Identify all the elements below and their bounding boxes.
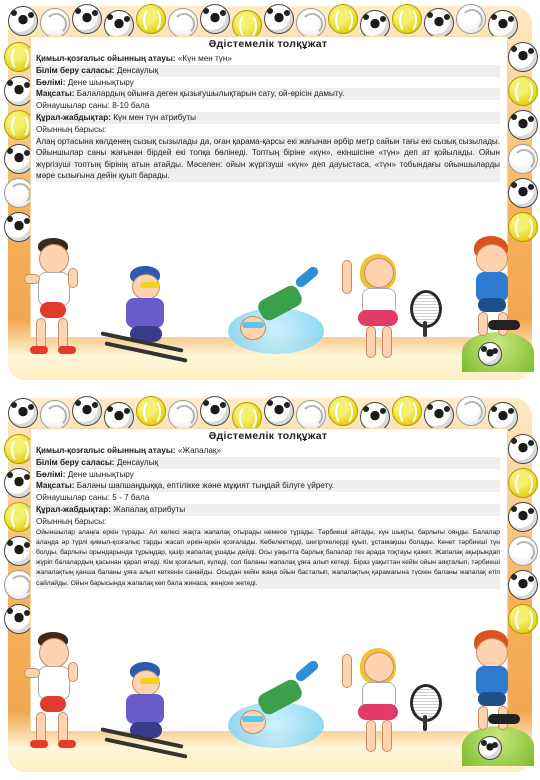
game-name-value: «Күн мен түн» [177, 54, 232, 63]
education-area-line [36, 457, 500, 469]
volleyball-icon [296, 400, 326, 430]
kid-running-figure [22, 632, 82, 762]
section-line [36, 469, 500, 481]
volleyball-icon [508, 536, 538, 566]
methodical-card-2 [0, 392, 540, 780]
methodical-card-1 [0, 0, 540, 388]
goal-line [36, 88, 500, 100]
goal-value: Балалардың ойынға деген қызығушылықтарын сату, ой-өрісін дамыту. [76, 89, 345, 99]
tennis-ball-icon [508, 468, 538, 498]
card-content [36, 38, 500, 182]
soccer-ball-icon [478, 736, 502, 760]
soccer-ball-icon [508, 570, 538, 600]
education-area-value: Денсаулық [116, 457, 159, 467]
goal-value: Баланы шапшаңдыққа, ептілікке және мұқият тыңдай білуге үйрету. [76, 481, 335, 491]
tennis-ball-icon [508, 76, 538, 106]
tennis-girl-figure [340, 640, 440, 760]
soccer-ball-icon [200, 396, 230, 426]
soccer-ball-icon [200, 4, 230, 34]
players-line [36, 100, 500, 112]
soccer-ball-icon [264, 396, 294, 426]
skier-kid-figure [100, 266, 192, 364]
soccer-ball-icon [508, 42, 538, 72]
players-label: Ойнаушылар саны: [36, 101, 110, 111]
volleyball-icon [168, 400, 198, 430]
equipment-line [36, 112, 500, 124]
card-title: Әдістемелік толқұжат [208, 430, 328, 442]
tennis-ball-icon [136, 396, 166, 426]
goal-label: Мақсаты: [36, 89, 75, 99]
players-line [36, 492, 500, 504]
players-value: 8-10 бала [112, 101, 150, 111]
section-value: Дене шынықтыру [67, 77, 134, 87]
section-line [36, 77, 500, 89]
soccer-ball-icon [8, 6, 38, 36]
soccer-ball-icon [264, 4, 294, 34]
equipment-label: Құрал-жабдықтар: [36, 112, 111, 122]
equipment-value: Күн мен түн атрибуты [113, 112, 196, 122]
skier-kid-figure [100, 662, 192, 760]
game-name-line [36, 445, 500, 457]
swimming-kid-figure [218, 646, 328, 756]
soccer-kid-figure [458, 630, 534, 770]
goal-label: Мақсаты: [36, 481, 75, 491]
goal-line [36, 480, 500, 492]
tennis-girl-figure [340, 246, 440, 366]
soccer-ball-icon [424, 8, 454, 38]
soccer-ball-icon [478, 342, 502, 366]
education-area-line [36, 65, 500, 77]
education-area-label: Білім беру саласы: [36, 457, 115, 467]
soccer-ball-icon [424, 400, 454, 430]
progress-label: Ойынның барысы: [36, 516, 107, 526]
swimming-kid-figure [218, 252, 328, 362]
tennis-ball-icon [328, 396, 358, 426]
equipment-value: Жапалақ атрибуты [113, 504, 186, 514]
tennis-ball-icon [392, 396, 422, 426]
game-description: Ойыншылар алаңға еркін түрады. Ал келесі жақта жапалақ отырады немесе тұрады. Тәрбиеші айтады, күн шықты, барлығы ояңды. Балалар алаңда әр түрлі қимыл-қозғалыс тарды жасап еркін-еркін қозғалады. Көбелектерді, шегірткелерді қуып, ұстамақшы болады. Кенет тәрбиеші түн болды, барлығы орындарында тұрыңдар, қазір жапалақ ұшады дейді. Осы уақытта барлық балалар тез арада тоқтауы қажет. Жапалақ ақырындап жүріп балалардың қасынан қарап өтеді. Кім қозғалып, күледі, сол баланы жапалақ ұяға алып кетеді. Біраз уақыттан кейін ойын аяқталып, тәрбиеші жапалақтың қанша баланы ұяға алып кеткенін санайды. Осыдан кейін жаңа ойын басталып, жапалақтың қарамағына түскен баланы жапалақ етіп сайлайды. Ойын барысында жапалақ көп бала жинаса, жеңіске жетеді. [36, 528, 500, 589]
section-label: Бөлімі: [36, 77, 66, 87]
players-label: Ойнаушылар саны: [36, 493, 110, 503]
card-title: Әдістемелік толқұжат [208, 38, 328, 50]
soccer-ball-icon [72, 4, 102, 34]
game-name-line [36, 53, 500, 65]
equipment-line [36, 504, 500, 516]
soccer-ball-icon [508, 434, 538, 464]
tennis-ball-icon [328, 4, 358, 34]
soccer-ball-icon [508, 178, 538, 208]
soccer-kid-figure [458, 236, 534, 376]
game-name-label: Қимыл-қозғалыс ойынның атауы: [36, 446, 176, 455]
volleyball-icon [456, 396, 486, 426]
soccer-ball-icon [8, 398, 38, 428]
kid-running-figure [22, 238, 82, 368]
tennis-ball-icon [136, 4, 166, 34]
volleyball-icon [40, 400, 70, 430]
players-value: 5 - 7 бала [112, 493, 150, 503]
equipment-label: Құрал-жабдықтар: [36, 504, 111, 514]
volleyball-icon [456, 4, 486, 34]
volleyball-icon [168, 8, 198, 38]
soccer-ball-icon [72, 396, 102, 426]
soccer-ball-icon [508, 110, 538, 140]
section-value: Дене шынықтыру [67, 469, 134, 479]
volleyball-icon [508, 144, 538, 174]
progress-label: Ойынның барысы: [36, 124, 107, 134]
game-description: Алаң ортасына көлденең сызық сызылады да, оған қарама-қарсы екі жағынан әрбір метр сайын тағы екі сызық сызылады. Ойыншылар саны жағынан бірдей екі топқа бөлінеді. Топтың біріне «күн», екіншісіне «түн» деп ат қойылады. Ойын жүргізуші топтың бірінің атын атайды. Мәселен: ойын жүргізуші «күн» деп дауыстаса, «түн» тобындағы ойыншыларды мәре сызығына дейін қуып барады. [36, 136, 500, 181]
volleyball-icon [296, 8, 326, 38]
education-area-label: Білім беру саласы: [36, 65, 115, 75]
game-name-value: «Жапалақ» [177, 446, 222, 455]
education-area-value: Денсаулық [116, 65, 159, 75]
card-content [36, 430, 500, 589]
section-label: Бөлімі: [36, 469, 66, 479]
soccer-ball-icon [508, 502, 538, 532]
game-name-label: Қимыл-қозғалыс ойынның атауы: [36, 54, 176, 63]
tennis-ball-icon [392, 4, 422, 34]
volleyball-icon [40, 8, 70, 38]
